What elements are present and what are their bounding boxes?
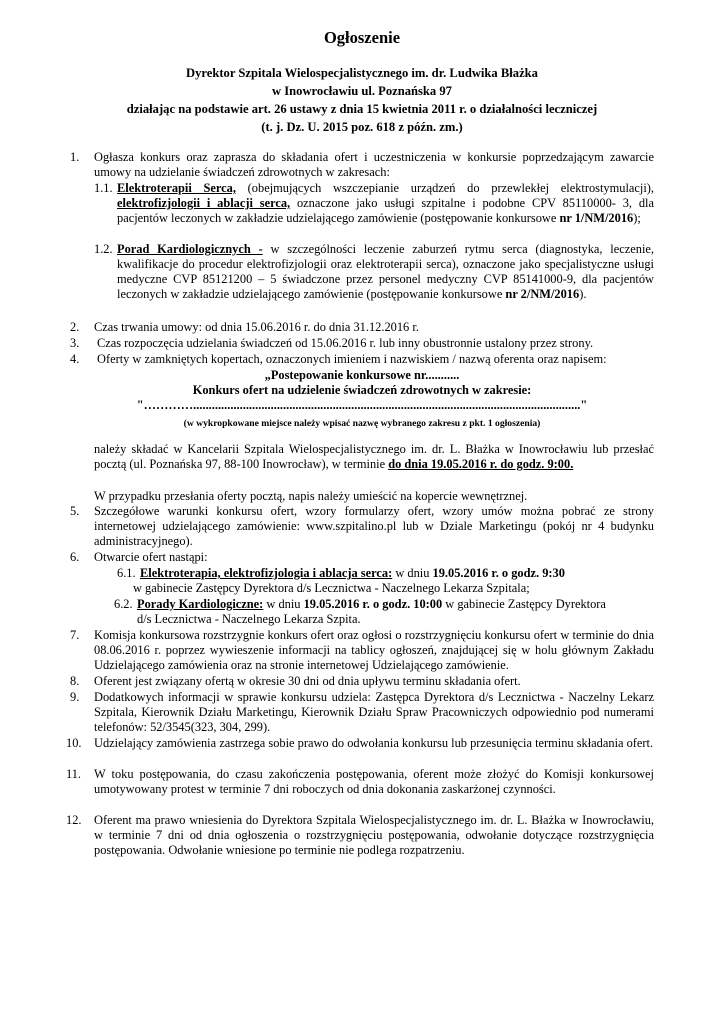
document-title: Ogłoszenie <box>323 28 401 47</box>
heading-line-4: (t. j. Dz. U. 2015 poz. 618 z późn. zm.) <box>261 120 463 134</box>
item-4-submission: należy składać w Kancelarii Szpitala Wielospecjalistycznego im. dr. L. Błażka w Inowrocławiu lub przesłać pocztą (ul. Poznańska 97, 88-100 Inowrocław), w terminie do dnia 19.05.2016 r. do godz. 9:00. <box>94 442 654 471</box>
item-number: 1. <box>70 150 80 164</box>
item-number: 7. <box>70 628 80 642</box>
item-10-text: Udzielający zamówienia zastrzega sobie prawo do odwołania konkursu lub przesunięcia terminu składania ofert. <box>94 736 654 750</box>
envelope-label-1: „Postepowanie konkursowe nr........... <box>264 368 460 382</box>
item-number: 6. <box>70 550 80 564</box>
subitem-number: 1.2. <box>94 242 113 256</box>
item-11-text: W toku postępowania, do czasu zakończenia postępowania, oferent może złożyć do Komisji konkursowej umotywowany protest w terminie 7 dni roboczych od dnia dokonania zaskarżonej czynności. <box>94 767 654 796</box>
item-number: 8. <box>70 674 80 688</box>
item-number: 2. <box>70 320 80 334</box>
subitem-number: 1.1. <box>94 181 113 195</box>
subitem-number: 6.1. <box>117 566 136 580</box>
heading-line-2: w Inowrocławiu ul. Poznańska 97 <box>272 84 452 98</box>
item-number: 12. <box>66 813 82 827</box>
subitem-6-1-location: w gabinecie Zastępcy Dyrektora d/s Lecznictwa - Naczelnego Lekarza Szpitala; <box>133 581 530 595</box>
item-4-text: Oferty w zamkniętych kopertach, oznaczonych imieniem i nazwiskiem / nazwą oferenta oraz napisem: <box>97 352 607 366</box>
item-3-text: Czas rozpoczęcia udzielania świadczeń od 15.06.2016 r. lub inny obustronnie ustalony przez strony. <box>97 336 594 350</box>
subitem-1-1: Elektroterapii Serca, (obejmujących wszczepianie urządzeń do przewlekłej elektrostymulacji), elektrofizjologii i ablacji serca, oznaczone jako usługi szpitalne i podobne CPV 85110000- 3, dla pacjentów leczonych w zakładzie udzielającego zamówienie (postępowanie konkursowe nr 1/NM/2016); <box>117 181 655 225</box>
subitem-6-1: Elektroterapia, elektrofizjologia i ablacja serca: w dniu 19.05.2016 r. o godz. 9:30 <box>140 566 565 580</box>
item-5-text: Szczegółowe warunki konkursu ofert, wzory formularzy ofert, wzory umów można pobrać ze strony internetowej udzielającego zamówienie: www.szpitalino.pl lub w Dziale Marketingu (pokój nr 4 budynku administracyjnego). <box>94 504 654 548</box>
item-number: 4. <box>70 352 80 366</box>
item-6-text: Otwarcie ofert nastąpi: <box>94 550 208 564</box>
subitem-6-2-location: d/s Lecznictwa - Naczelnego Lekarza Szpita. <box>137 612 361 626</box>
item-number: 9. <box>70 690 80 704</box>
submission-deadline: do dnia 19.05.2016 r. do godz. 9:00. <box>388 457 574 471</box>
subitem-1-2: Porad Kardiologicznych - w szczególności leczenie zaburzeń rytmu serca (diagnostyka, leczenie, kwalifikacje do procedur elektrofizjologii oraz elektroterapii serca), oznaczone jako specjalistyczne usługi medyczne CVP 85121200 – 5 świadczone przez personel medyczny CVP 85141000-9, dla pacjentów leczonych w zakładzie udzielającego zamówienie (postępowanie konkursowe nr 2/NM/2016). <box>117 242 654 301</box>
item-9-text: Dodatkowych informacji w sprawie konkursu udziela: Zastępca Dyrektora d/s Lecznictwa - Naczelny Lekarz Szpitala, Kierownik Działu Marketingu, Kierownik Działu Spraw Pracowniczych odpowiednio pod numerami telefonów: 52/3545(323, 304, 299). <box>94 690 654 734</box>
item-8-text: Oferent jest związany ofertą w okresie 30 dni od dnia upływu terminu składania ofert. <box>94 674 521 688</box>
item-number: 11. <box>66 767 82 781</box>
item-4-post-note: W przypadku przesłania oferty pocztą, napis należy umieścić na kopercie wewnętrznej. <box>94 489 528 503</box>
envelope-label-3: "…………............................................................................................................................." <box>136 398 588 412</box>
item-2-text: Czas trwania umowy: od dnia 15.06.2016 r. do dnia 31.12.2016 r. <box>94 320 419 334</box>
document-heading <box>60 64 664 136</box>
heading-line-3: działając na podstawie art. 26 ustawy z dnia 15 kwietnia 2011 r. o działalności leczniczej <box>126 102 598 116</box>
item-number: 5. <box>70 504 80 518</box>
subitem-6-2: Porady Kardiologiczne: w dniu 19.05.2016 r. o godz. 10:00 w gabinecie Zastępcy Dyrektora <box>137 597 606 611</box>
subitem-number: 6.2. <box>114 597 133 611</box>
item-number: 10. <box>66 736 82 750</box>
envelope-note: (w wykropkowane miejsce należy wpisać nazwę wybranego zakresu z pkt. 1 ogłoszenia) <box>183 418 541 429</box>
subitem-1-1-bold: Elektroterapii Serca, <box>117 181 236 195</box>
item-7-text: Komisja konkursowa rozstrzygnie konkurs ofert oraz ogłosi o rozstrzygnięciu konkursu ofert w terminie do dnia 08.06.2016 r. poprzez wywieszenie informacji na tablicy ogłoszeń, znajdującej się w holu głównym Zakładu Udzielającego zamówienia oraz na stronie internetowej Udzielającego zamówienie. <box>94 628 654 672</box>
item-12-text: Oferent ma prawo wniesienia do Dyrektora Szpitala Wielospecjalistycznego im. dr. L. Błażka w Inowrocławiu, w terminie 7 dni od dnia ogłoszenia o rozstrzygnięciu postępowania, odwołanie dotyczące rozstrzygnięcia postępowania. Odwołanie wniesione po terminie nie podlega rozpatrzeniu. <box>94 813 654 857</box>
item-number: 3. <box>70 336 80 350</box>
item-1-text: Ogłasza konkurs oraz zaprasza do składania ofert i uczestniczenia w konkursie poprzedzającym zawarcie umowy na udzielanie świadczeń zdrowotnych w zakresach: <box>94 150 654 179</box>
heading-line-1: Dyrektor Szpitala Wielospecjalistycznego im. dr. Ludwika Błażka <box>186 66 538 80</box>
envelope-label-2: Konkurs ofert na udzielenie świadczeń zdrowotnych w zakresie: <box>192 383 532 397</box>
